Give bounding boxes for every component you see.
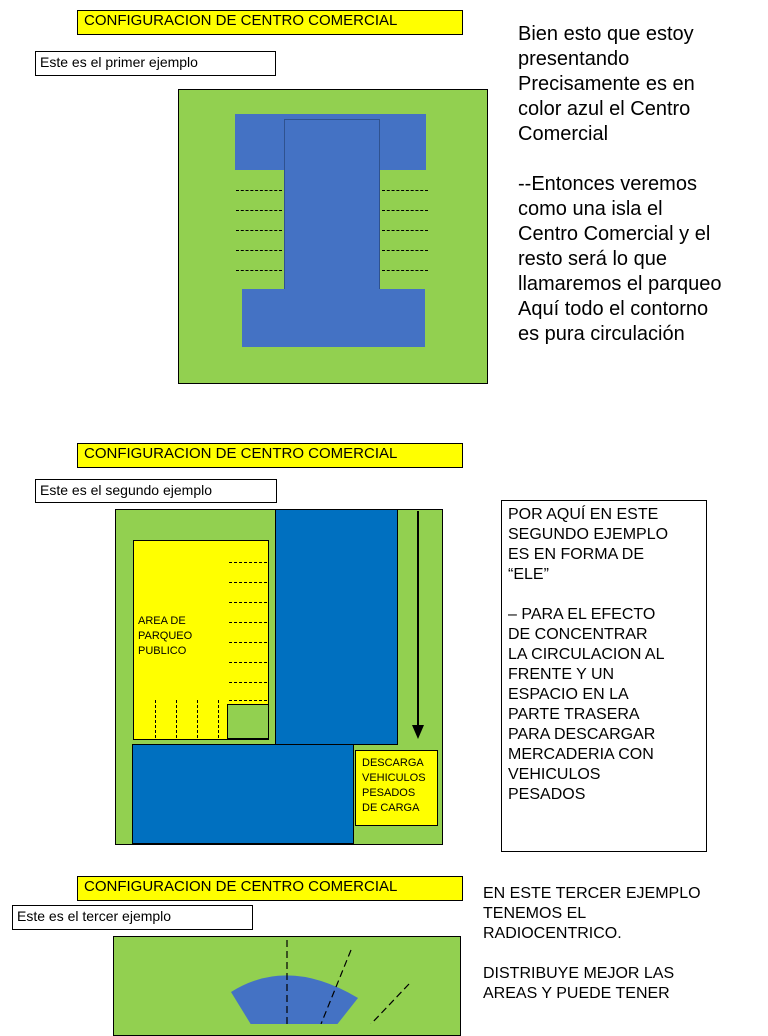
example-3-label: Este es el tercer ejemplo [12, 905, 253, 930]
parking-line [382, 250, 428, 251]
circulation-arrow [408, 509, 428, 741]
parking-line-vertical [155, 700, 156, 738]
note-line: RADIOCENTRICO. [483, 925, 622, 942]
example-1-building-bottom [242, 289, 425, 347]
note-line: presentando [518, 48, 630, 70]
parking-line [229, 682, 267, 683]
note-line: es pura circulación [518, 323, 685, 345]
parking-line [229, 602, 267, 603]
note-line: FRENTE Y UN [508, 666, 615, 683]
section-title-3: CONFIGURACION DE CENTRO COMERCIAL [77, 876, 463, 901]
note-line: LA CIRCULACION AL [508, 646, 665, 663]
note-line: como una isla el [518, 198, 663, 220]
radial-line [371, 984, 409, 1024]
note-line: Centro Comercial y el [518, 223, 711, 245]
note-line: VEHICULOS [508, 766, 601, 783]
note-line: MERCADERIA CON [508, 746, 654, 763]
example-1-building-core [284, 119, 380, 294]
parking-line [236, 250, 282, 251]
parking-line [236, 210, 282, 211]
parking-line [229, 622, 267, 623]
label-line: PESADOS [362, 787, 416, 799]
parking-line-vertical [176, 700, 177, 738]
section-title-1: CONFIGURACION DE CENTRO COMERCIAL [77, 10, 463, 35]
label-line: PUBLICO [138, 645, 187, 657]
note-line: ESPACIO EN LA [508, 686, 629, 703]
label-line: DE CARGA [362, 802, 420, 814]
arrow-head [412, 725, 424, 739]
parking-line [229, 642, 267, 643]
note-spacer [518, 147, 763, 172]
note-line: POR AQUÍ EN ESTE [508, 506, 659, 523]
parking-line [382, 270, 428, 271]
label-line: DESCARGA [362, 757, 424, 769]
note-line: AREAS Y PUEDE TENER [483, 985, 670, 1002]
note-line: TENEMOS EL [483, 905, 587, 922]
note-line: “ELE” [508, 566, 549, 583]
parking-line [382, 230, 428, 231]
example-3-notes [483, 884, 763, 1004]
parking-line [229, 562, 267, 563]
parking-line [236, 230, 282, 231]
example-3-radial-plan [113, 936, 461, 1024]
unload-area [355, 750, 438, 826]
parking-line [382, 190, 428, 191]
note-line: resto será lo que [518, 248, 667, 270]
example-1-notes [518, 22, 763, 347]
section-title-2: CONFIGURACION DE CENTRO COMERCIAL [77, 443, 463, 468]
green-corner-patch [227, 704, 269, 739]
example-2-building-horizontal [132, 744, 354, 844]
note-line: color azul el Centro [518, 98, 691, 120]
parking-area-label [138, 614, 218, 659]
note-spacer [483, 944, 763, 964]
parking-line [236, 190, 282, 191]
note-line: llamaremos el parqueo [518, 273, 722, 295]
radial-building [231, 975, 358, 1024]
note-line: PARA DESCARGAR [508, 726, 656, 743]
parking-line-vertical [197, 700, 198, 738]
note-line: EN ESTE TERCER EJEMPLO [483, 885, 701, 902]
example-1-label: Este es el primer ejemplo [35, 51, 276, 76]
parking-line [229, 582, 267, 583]
note-spacer [508, 585, 706, 605]
note-line: SEGUNDO EJEMPLO [508, 526, 669, 543]
example-2-notes [501, 500, 707, 852]
note-line: --Entonces veremos [518, 173, 697, 195]
note-line: Aquí todo el contorno [518, 298, 709, 320]
note-line: – PARA EL EFECTO [508, 606, 656, 623]
parking-line [236, 270, 282, 271]
label-line: PARQUEO [138, 630, 193, 642]
example-2-building-vertical [275, 509, 398, 745]
note-line: DISTRIBUYE MEJOR LAS [483, 965, 675, 982]
note-line: PARTE TRASERA [508, 706, 640, 723]
note-line: DE CONCENTRAR [508, 626, 648, 643]
example-2-label: Este es el segundo ejemplo [35, 479, 277, 503]
label-line: VEHICULOS [362, 772, 426, 784]
parking-line-vertical [218, 700, 219, 738]
parking-line [229, 662, 267, 663]
parking-line [382, 210, 428, 211]
parking-line [229, 700, 267, 701]
note-line: Precisamente es en [518, 73, 695, 95]
note-line: Comercial [518, 123, 609, 145]
label-line: AREA DE [138, 615, 186, 627]
note-line: Bien esto que estoy [518, 23, 694, 45]
note-line: PESADOS [508, 786, 586, 803]
note-line: ES EN FORMA DE [508, 546, 645, 563]
